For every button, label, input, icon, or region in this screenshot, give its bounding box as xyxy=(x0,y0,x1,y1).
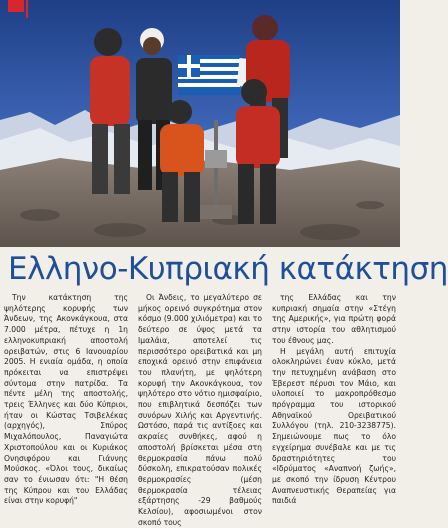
paragraph: Την κατάκτηση της ψηλότερης κορυφής των Άνδεων, της Ακονκάγκουα, στα 7.000 μέτρα, πέτυχε η 1η ελληνοκυπριακή αποστολή ορειβατών, στις 6 Ιανουαρίου 2005. Η ενιαία ομάδα, η οποία πρόκειται να επιστρέψει σύντομα στην πατρίδα. Τα πέντε μέλη της αποστολής, τρεις Έλληνες και δύο Κύπριοι, ήταν οι Κώστας Τσιβελέκας (αρχηγός), Σπύρος Μιχαλόπουλος, Παναγιώτα Χριστοπούλου και οι Κυριάκος Ονησιφόρου και Γιάννης Μούσκος. «Όλοι τους, δικαίως σαν το ένιωσαν ότι: "Η θέση της Κύπρου και του Ελλάδας είναι στην κορυφή" xyxy=(4,293,128,506)
article-column-2 xyxy=(138,293,262,527)
expedition-photo xyxy=(0,0,400,247)
greek-flag xyxy=(178,55,240,95)
article-headline: Ελληνο-Κυπριακή κατάκτηση xyxy=(8,251,448,287)
article-body xyxy=(4,293,396,527)
section-marker-line xyxy=(26,0,28,18)
article-column-3 xyxy=(272,293,396,506)
section-marker xyxy=(8,0,24,12)
paragraph: Η μεγάλη αυτή επιτυχία ολοκληρώνει έναν κύκλο, μετά την πετυχημένη ανάβαση στο Έβερεστ πέρυσι τον Μάιο, και υλοποιεί το μακροπρόθεσμο πρόγραμμα του ιστορικού Αθηναϊκού Ορειβατικού Συλλόγου (τηλ. 210-3238775). Σημειώνουμε πως το όλο εγχείρημα συνέβαλε και με τις δραστηριότητες του «Ιδρύματος «Αναπνοή ζωής», με σκοπό την ίδρυση Κέντρου Αναπνευστικής Θεραπείας για παιδιά xyxy=(272,346,396,506)
paragraph: της Ελλάδας και την κυπριακή σημαία στην «Στέγη της Αμερικής», για πρώτη φορά στην ιστορία του αθλητισμού του έθνους μας. xyxy=(272,293,396,345)
article-column-1 xyxy=(4,293,128,506)
paragraph: Οι Άνδεις, το μεγαλύτερο σε μήκος ορεινό συγκρότημα στον κόσμο (9.000 χιλιόμετρα) και το δεύτερο σε ύψος μετά τα Ιμαλάια, αποτελεί τις περισσότερο ορειβατικά και μη εποχικά ορεινό στην επιφάνεια του πλανήτη, με ψηλότερη κορυφή την Ακονκάγκουα, τον ψηλότερο στο νότιο ημισφαίριο, που επιβλητικά δεσπόζει των συνόρων Χιλής και Αργεντινής. Ωστόσο, παρά τις αντίξοες και ακραίες συνθήκες, αφού η αποστολή βρίσκεται μέσα στη θερμοκρασία πάνω πολύ δύσκολη, επικρατούσαν πολικές θερμοκρασίες (μέση θερμοκρασία τέλειας εξάρτησης -29 βαθμούς Κελσίου), αφοσιωμένοι στον σκοπό τους xyxy=(138,293,262,527)
